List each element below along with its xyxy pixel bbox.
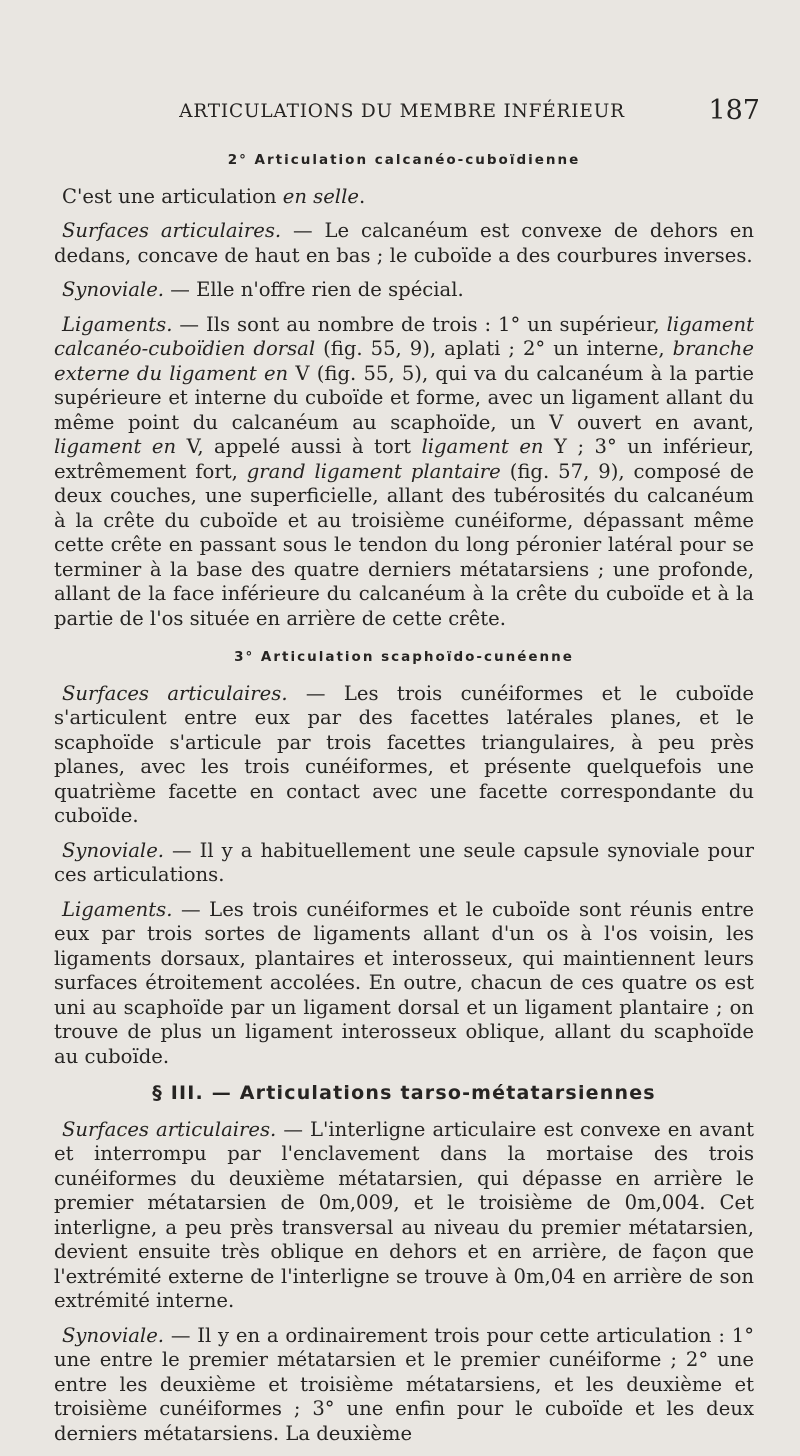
subsection-heading: 3° Articulation scaphoïdo-cunéenne (234, 649, 574, 665)
paragraph-label: Synoviale. (62, 278, 165, 301)
italic-term: ligament en (421, 435, 544, 458)
paragraph-surfaces (54, 219, 754, 268)
paragraph-synoviale (54, 1324, 754, 1447)
text: — Ils sont au nombre de trois : 1° un supérieur, (172, 312, 667, 336)
paragraph-text: — Il y a habituellement une seule capsule synoviale pour ces articulations. (54, 838, 754, 886)
italic-term: ligament en (54, 435, 177, 458)
paragraph-ligaments (54, 898, 754, 1070)
running-title: ARTICULATIONS DU MEMBRE INFÉRIEUR (179, 101, 625, 122)
text: (fig. 57, 9), composé de deux couches, une superficielle, allant des tubérosités du calcanéum à la crête du cuboïde et au troisième cunéiforme, dépassant même cette crête en passant sous le tendon du long péronier latéral pour se terminer à la base des quatre derniers métatarsiens ; une profonde, allant de la face inférieure du calcanéum à la crête du cuboïde et à la partie de l'os située en arrière de cette crête. (54, 459, 754, 630)
paragraph-label: Ligaments. (62, 312, 173, 336)
italic-term: grand ligament plantaire (246, 459, 501, 483)
subsection-heading: 2° Articulation calcanéo-cuboïdienne (227, 152, 581, 168)
paragraph-text: — Les trois cunéiformes et le cuboïde s'articulent entre eux par des facettes latérales planes, et le scaphoïde s'articule par trois facettes triangulaires, à peu près planes, avec les trois cunéiformes, et présente quelquefois une quatrième facette en contact avec une facette correspondante du cuboïde. (54, 681, 754, 827)
text: V (fig. 55, 5), qui va du calcanéum à la partie supérieure et interne du cuboïde et forme, avec un ligament allant du même point du calcanéum au scaphoïde, un V ouvert en avant, (54, 361, 755, 434)
paragraph-synoviale (54, 278, 754, 303)
paragraph-text: — Elle n'offre rien de spécial. (164, 278, 464, 301)
text: C'est une articulation (62, 184, 283, 208)
paragraph-label: Surfaces articulaires. (62, 681, 288, 705)
text: V, appelé aussi à tort (176, 435, 422, 458)
paragraph-surfaces (54, 1118, 754, 1314)
paragraph-text: — Il y en a ordinairement trois pour cette articulation : 1° une entre le premier métatarsien et le premier cunéiforme ; 2° une entre les deuxième et troisième métatarsiens, et les deuxième et troisième cunéiformes ; 3° une enfin pour le cuboïde et les deux derniers métatarsiens. La deuxième (54, 1323, 754, 1445)
page-body (54, 148, 754, 1456)
italic-term: ligament calcanéo-cuboïdien dorsal (54, 312, 754, 360)
paragraph-text: — Le calcanéum est convexe de dehors en dedans, concave de haut en bas ; le cuboïde a des courbures inverses. (54, 219, 754, 267)
text: (fig. 55, 9), aplati ; 2° un interne, (315, 337, 673, 360)
paragraph-label: Synoviale. (62, 1323, 165, 1347)
paragraph-label: Surfaces articulaires. (62, 1117, 277, 1141)
paragraph-label: Synoviale. (62, 838, 165, 862)
italic-term: branche externe du ligament en (54, 337, 754, 385)
paragraph-text: — Les trois cunéiformes et le cuboïde sont réunis entre eux par trois sortes de ligaments allant d'un os à l'os voisin, les ligaments dorsaux, plantaires et interosseux, qui maintiennent leurs surfaces étroitement accolées. En outre, chacun de ces quatre os est uni au scaphoïde par un ligament dorsal et un ligament plantaire ; on trouve de plus un ligament interosseux oblique, allant du scaphoïde au cuboïde. (54, 897, 754, 1068)
section-heading: § III. — Articulations tarso-métatarsiennes (152, 1082, 656, 1104)
paragraph-surfaces (54, 682, 754, 829)
text: . (358, 184, 366, 208)
paragraph-intro (54, 185, 754, 210)
page-number: 187 (708, 95, 760, 126)
text: Y ; 3° un inférieur, extrêmement fort, (54, 435, 755, 483)
italic-term: en selle (282, 184, 359, 208)
paragraph-ligaments (54, 313, 754, 632)
paragraph-synoviale (54, 839, 754, 888)
paragraph-label: Surfaces articulaires. (62, 219, 282, 242)
page-header (44, 95, 760, 135)
paragraph-text: — L'interligne articulaire est convexe en avant et interrompu par l'enclavement dans la mortaise des trois cunéiformes du deuxième métatarsien, qui dépasse en arrière le premier métatarsien de 0m,009, et le troisième de 0m,004. Cet interligne, a peu près transversal au niveau du premier métatarsien, devient ensuite très oblique en dehors et en arrière, de façon que l'extrémité externe de l'interligne se trouve à 0m,04 en arrière de son extrémité interne. (54, 1117, 754, 1312)
paragraph-label: Ligaments. (62, 897, 173, 921)
